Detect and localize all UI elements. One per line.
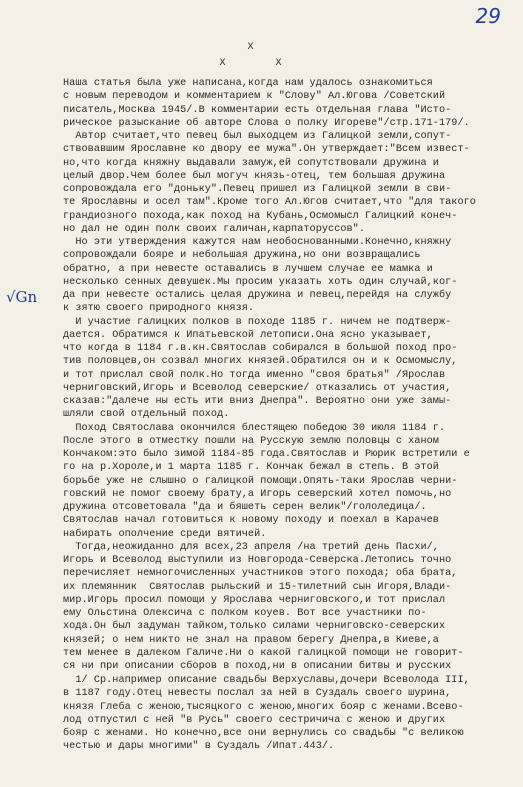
text-line: тем менее в далеком Галиче.Ни о какой галицкой помощи не говорит- [63,647,464,659]
text-line: с новым переводом и комментарием к "Слову" Ал.Югова /Советский [63,91,446,103]
text-line: Игорь и Всеволод выступили из Новгорода-Северска.Летопись точно [63,555,452,566]
text-line: несколько сенных девушек.Мы просим указать хоть один случай,ког- [63,276,458,288]
text-line: Тогда,неожиданно для всех,23 апреля /на третий день Пасхи/, [63,541,439,553]
text-line: мир.Игорь просил помощи у Ярослава черниговского,и тот прислал [63,594,446,606]
text-line: и тот прислал свой полк.Но тогда именно "своя братья" /Ярослав [63,369,446,381]
page-number: 29 [475,4,501,28]
text-line: к зятю своего природного князя. [63,303,255,315]
footnote-line: в 1187 году.Отец невесты послал за ней в Суздаль своего шурина, [63,688,452,700]
text-line: ствовавшим Ярославне ко двору ее мужа".Он утверждает:"Всем извест- [63,144,470,156]
text-line: дается. Обратимся к Ипатьевской летописи.Она ясно указывает, [63,329,433,341]
text-line: говский не помог своему брату,а Игорь северский хотел помочь,но [63,488,452,500]
text-line: грандиозного похода,как поход на Кубань,Осмомысл Галицкий конеч- [63,210,458,222]
footnote-line: бояр с женами. Но конечно,все они вернулись со свадьбы "с великою [63,728,464,739]
text-line: те Ярославны и осел там".Кроме того Ал.Югов считает,что "для такого [63,197,476,209]
text-line: Святослав начал готовиться к новому походу и поехал в Карачев [63,515,439,527]
text-line: После этого в отместку пошли на Русскую землю половцы с ханом [63,435,439,447]
text-line: князей; о нем никто не знал на правом берегу Днепра,в Киеве,а [63,634,439,646]
text-line: да при невесте остались целая дружина и певец,перейдя на службу [63,290,452,301]
footnote-line: лод отпустил с ней "в Русь" своего сестричича с женою и других [63,714,446,726]
text-line: Поход Святослава окончился блестящею победою 30 июля 1184 г. [63,422,446,434]
text-line: борьбе уже не слышно о галицкой помощи.Опять-таки Ярослав черни- [63,475,458,487]
text-line: Автор считает,что певец был выходцем из Галицкой земли,сопут- [63,131,452,142]
text-line: писатель,Москва 1945/.В комментарии есть отдельная глава "Исто- [63,104,452,116]
text-line: перечисляет немногочисленных участников этого похода; оба брата, [63,568,458,580]
text-line: но,что когда княжну выдавали замуж,ей сопутствовали дружина и [63,157,439,169]
text-line: набирать ополчение среди вятичей. [63,528,267,540]
text-line: Но эти утверждения кажутся нам необоснованными.Конечно,княжну [63,237,452,248]
text-line: сопровождала его "доньку".Певец пришел из Галицкой земли в сви- [63,184,452,195]
text-line: Наша статья была уже написана,когда нам удалось ознакомиться [63,78,433,89]
footnote-line: честью и дары многими" в Суздаль /Ипат.443/. [63,741,335,753]
text-line: Кончаком:это было зимой 1184-85 года.Святослав и Рюрик встретили е [63,449,470,460]
handwritten-margin-note: √Gn [6,288,38,306]
footnote-line: князя Глеба с женою,тысяцкого с женою,многих бояр с женами.Всево- [63,701,464,713]
text-line: черниговский,Игорь и Всеволод северские/ отказались от участия, [63,382,452,394]
text-line: хода.Он был задуман тайком,только силами черниговско-северских [63,621,446,633]
text-line: И участие галицких полков в походе 1185 г. ничем не подтверж- [63,316,452,328]
text-line: сопровождали бояре и небольшая дружина,но они возвращались [63,250,421,262]
section-separator-top: X [247,42,276,53]
text-line: рическое разыскание об авторе Слова о полку Игореве"/стр.171-179/. [63,117,470,129]
text-line: сказав:"далече ны есть ити вниз Днепра". Вероятно они уже замы- [63,396,452,407]
text-line: их племянник Святослав рыльский и 15-тилетний сын Игоря,Влади- [63,581,452,593]
text-line: го на р.Хороле,и 1 марта 1185 г. Кончак бежал в степь. В этой [63,462,439,474]
text-line: но дал не один полк своих галичан,карпаторуссов". [63,223,366,235]
text-line: обратно, а при невесте оставались в лучшем случае ее мамка и [63,263,433,275]
text-line: тив половцев,он созвал многих князей.Обратился он и к Осмомыслу, [63,356,458,368]
text-line: целый двор.Чем более был могуч князь-отец, тем большая дружина [63,170,446,182]
text-line: дружина отсоветовала "да и бяшеть серен велик"/гололедица/. [63,502,427,513]
text-line: ся ни при описании сборов в поход,ни в описании битвы и русских [63,661,452,672]
text-line: ему Ольстина Олексича с полком коуев. Вот все участники по- [63,608,427,619]
text-line: шляли свой отдельный поход. [63,409,230,421]
section-separator-bottom: X X [219,58,304,69]
text-line: что когда в 1184 г.в.кн.Святослав собирался в большой поход про- [63,343,458,354]
footnote-line: 1/ Ср.например описание свадьбы Верхуславы,дочери Всеволода III, [63,675,470,686]
